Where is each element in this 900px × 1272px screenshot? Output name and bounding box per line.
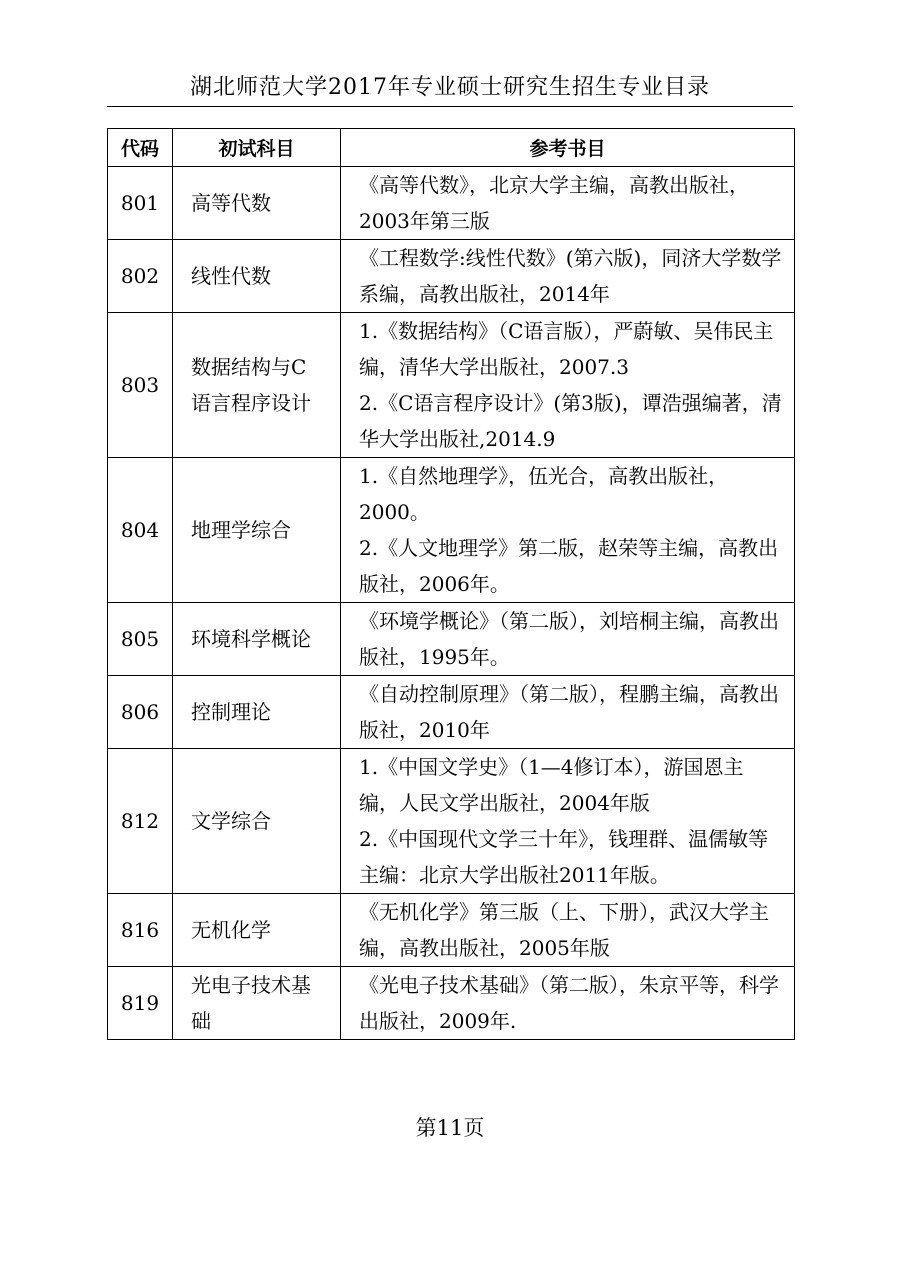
book-entry: 《自动控制原理》（第二版），程鹏主编，高教出版社，2010年: [359, 682, 779, 742]
book-entry: 《环境学概论》（第二版），刘培桐主编，高教出版社，1995年。: [359, 609, 779, 669]
row-code: 816: [108, 894, 173, 967]
column-header-code: 代码: [108, 129, 173, 167]
row-books: [341, 313, 795, 458]
row-books: [341, 676, 795, 749]
row-code: 803: [108, 313, 173, 458]
row-code: 805: [108, 603, 173, 676]
row-code: 804: [108, 458, 173, 603]
book-entry: 2.《中国现代文学三十年》，钱理群、温儒敏等主编：北京大学出版社2011年版。: [359, 827, 769, 887]
row-books: [341, 894, 795, 967]
table-row: [108, 676, 795, 749]
table-row: [108, 167, 795, 240]
book-entry: 1.《数据结构》（C语言版），严蔚敏、吴伟民主编，清华大学出版社，2007.3: [359, 319, 774, 379]
row-code: 802: [108, 240, 173, 313]
row-subject: 文学综合: [173, 749, 341, 894]
row-code: 812: [108, 749, 173, 894]
row-subject: 数据结构与C语言程序设计: [173, 313, 341, 458]
catalog-table: [107, 128, 795, 1040]
table-row: [108, 313, 795, 458]
row-subject: 高等代数: [173, 167, 341, 240]
row-code: 801: [108, 167, 173, 240]
row-code: 819: [108, 967, 173, 1040]
book-entry: 《光电子技术基础》（第二版），朱京平等，科学出版社，2009年.: [359, 973, 779, 1033]
table-row: [108, 749, 795, 894]
row-subject: 无机化学: [173, 894, 341, 967]
table-row: [108, 240, 795, 313]
row-books: [341, 603, 795, 676]
book-entry: 《无机化学》第三版（上、下册），武汉大学主编，高教出版社，2005年版: [359, 900, 769, 960]
row-code: 806: [108, 676, 173, 749]
row-subject: 控制理论: [173, 676, 341, 749]
table-row: [108, 894, 795, 967]
column-header-books: 参考书目: [341, 129, 795, 167]
page-number: 第11页: [415, 1116, 485, 1140]
row-books: [341, 749, 795, 894]
row-subject: 光电子技术基础: [173, 967, 341, 1040]
row-subject: 环境科学概论: [173, 603, 341, 676]
book-entry: 1.《自然地理学》，伍光合，高教出版社，2000。: [359, 464, 729, 524]
book-entry: 1.《中国文学史》（1—4修订本），游国恩主编，人民文学出版社，2004年版: [359, 755, 744, 815]
row-subject: 地理学综合: [173, 458, 341, 603]
book-entry: 2.《人文地理学》第二版，赵荣等主编，高教出版社，2006年。: [359, 536, 779, 596]
row-books: [341, 240, 795, 313]
book-entry: 2.《C语言程序设计》(第3版)，谭浩强编著，清华大学出版社,2014.9: [359, 391, 782, 451]
table-row: [108, 967, 795, 1040]
row-subject: 线性代数: [173, 240, 341, 313]
book-entry: 《工程数学:线性代数》(第六版)，同济大学数学系编，高教出版社，2014年: [359, 246, 782, 306]
table-header-row: [108, 129, 795, 167]
row-books: [341, 967, 795, 1040]
table-row: [108, 458, 795, 603]
page-header-title: 湖北师范大学2017年专业硕士研究生招生专业目录: [107, 70, 793, 107]
row-books: [341, 167, 795, 240]
row-books: [341, 458, 795, 603]
column-header-subject: 初试科目: [173, 129, 341, 167]
book-entry: 《高等代数》，北京大学主编，高教出版社，2003年第三版: [359, 173, 749, 233]
table-row: [108, 603, 795, 676]
